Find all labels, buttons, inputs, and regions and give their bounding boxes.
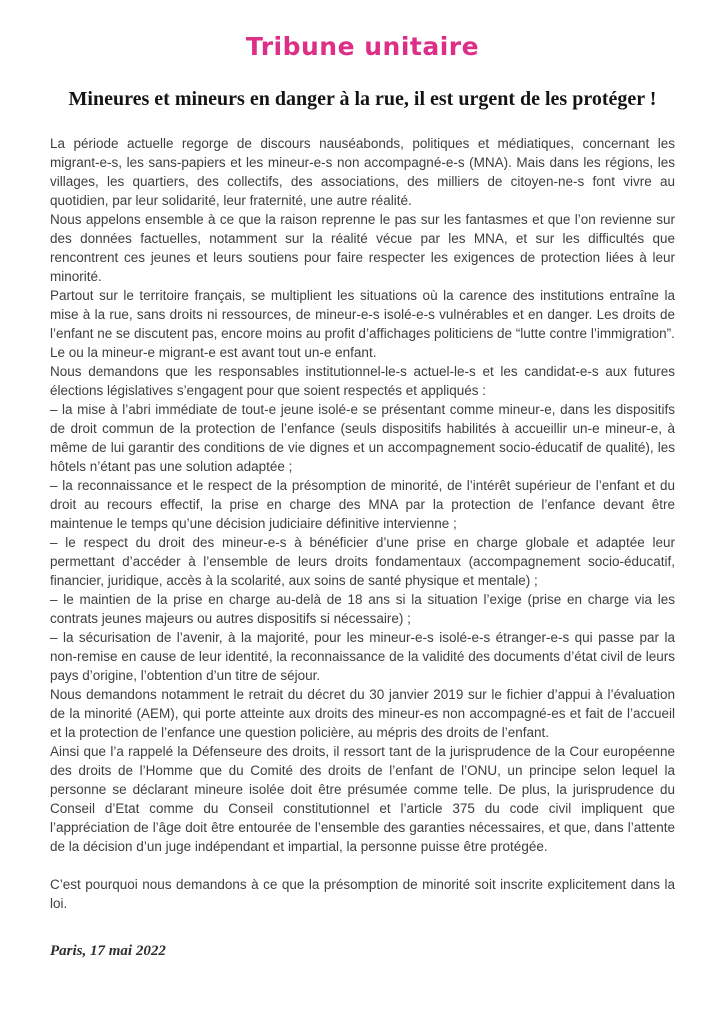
paragraph: Partout sur le territoire français, se multiplient les situations où la carence des institutions entraîne la mise à la rue, sans droits ni ressources, de mineur-e-s isolé-e-s vulnérables et en danger. Les droits de l’enfant ne se discutent pas, encore moins au profit d’affichages politiciens de “lutte contre l’immigration”. [50,288,675,341]
paragraph: – la sécurisation de l’avenir, à la majorité, pour les mineur-e-s isolé-e-s étranger-e-s qui passe par la non-remise en cause de leur identité, la reconnaissance de la validité des documents d’état civil de leurs pays d’origine, l’obtention d’un titre de séjour. [50,630,675,683]
body-text [50,134,675,856]
paragraph: – la reconnaissance et le respect de la présomption de minorité, de l’intérêt supérieur de l’enfant et du droit au recours effectif, la prise en charge des MNA par la protection de l’enfance devant être maintenue le temps qu’une décision judiciaire définitive intervienne ; [50,478,675,531]
paragraph: – la mise à l’abri immédiate de tout-e jeune isolé-e se présentant comme mineur-e, dans les dispositifs de droit commun de la protection de l’enfance (seuls dispositifs habilités à accueillir un-e mineur-e, à même de lui garantir des conditions de vie dignes et un accompagnement socio-éducatif de qualité), les hôtels n’étant pas une solution adaptée ; [50,402,675,474]
headline: Mineures et mineurs en danger à la rue, il est urgent de les protéger ! [68,88,657,110]
paragraph: La période actuelle regorge de discours nauséabonds, politiques et médiatiques, concernant les migrant-e-s, les sans-papiers et les mineur-e-s non accompagné-e-s (MNA). Mais dans les régions, les villages, les quartiers, des collectifs, des associations, des milliers de citoyen-ne-s font vivre au quotidien, par leur solidarité, leur fraternité, une autre réalité. [50,136,675,208]
paragraph: – le respect du droit des mineur-e-s à bénéficier d’une prise en charge globale et adaptée leur permettant d’accéder à l’ensemble de leurs droits fondamentaux (accompagnement socio-éducatif, financier, juridique, accès à la scolarité, aux soins de santé physique et mentale) ; [50,535,675,588]
closing-paragraph: C’est pourquoi nous demandons à ce que la présomption de minorité soit inscrite explicitement dans la loi. [50,877,675,911]
paragraph: – le maintien de la prise en charge au-delà de 18 ans si la situation l’exige (prise en charge via les contrats jeunes majeurs ou autres dispositifs si nécessaire) ; [50,592,675,626]
paragraph: Nous appelons ensemble à ce que la raison reprenne le pas sur les fantasmes et que l’on revienne sur des données factuelles, notamment sur la réalité vécue par les MNA, et sur les difficultés que rencontrent ces jeunes et leurs soutiens pour faire respecter les exigences de protection liées à leur minorité. [50,212,675,284]
paragraph: Ainsi que l’a rappelé la Défenseure des droits, il ressort tant de la jurisprudence de la Cour européenne des droits de l’Homme que du Comité des droits de l’enfant de l’ONU, un principe selon lequel la personne se déclarant mineure isolée doit être présumée comme telle. De plus, la jurisprudence du Conseil d’Etat comme du Conseil constitutionnel et l’article 375 du code civil impliquent que l’appréciation de l’âge doit être entourée de l’ensemble des garanties nécessaires, et que, dans l’attente de la décision d’un juge indépendant et impartial, la personne puisse être protégée. [50,744,675,854]
signature-date: Paris, 17 mai 2022 [50,943,166,959]
paragraph: Le ou la mineur-e migrant-e est avant tout un-e enfant. [50,345,377,360]
paragraph: Nous demandons que les responsables institutionnel-le-s actuel-le-s et les candidat-e-s aux futures élections législatives s’engagent pour que soient respectés et appliqués : [50,364,675,398]
paragraph: Nous demandons notamment le retrait du décret du 30 janvier 2019 sur le fichier d’appui à l’évaluation de la minorité (AEM), qui porte atteinte aux droits des mineur-es non accompagné-es et fait de l’accueil et la protection de l’enfance une question policière, au mépris des droits de l’enfant. [50,687,675,740]
page-title: Tribune unitaire [245,32,480,61]
